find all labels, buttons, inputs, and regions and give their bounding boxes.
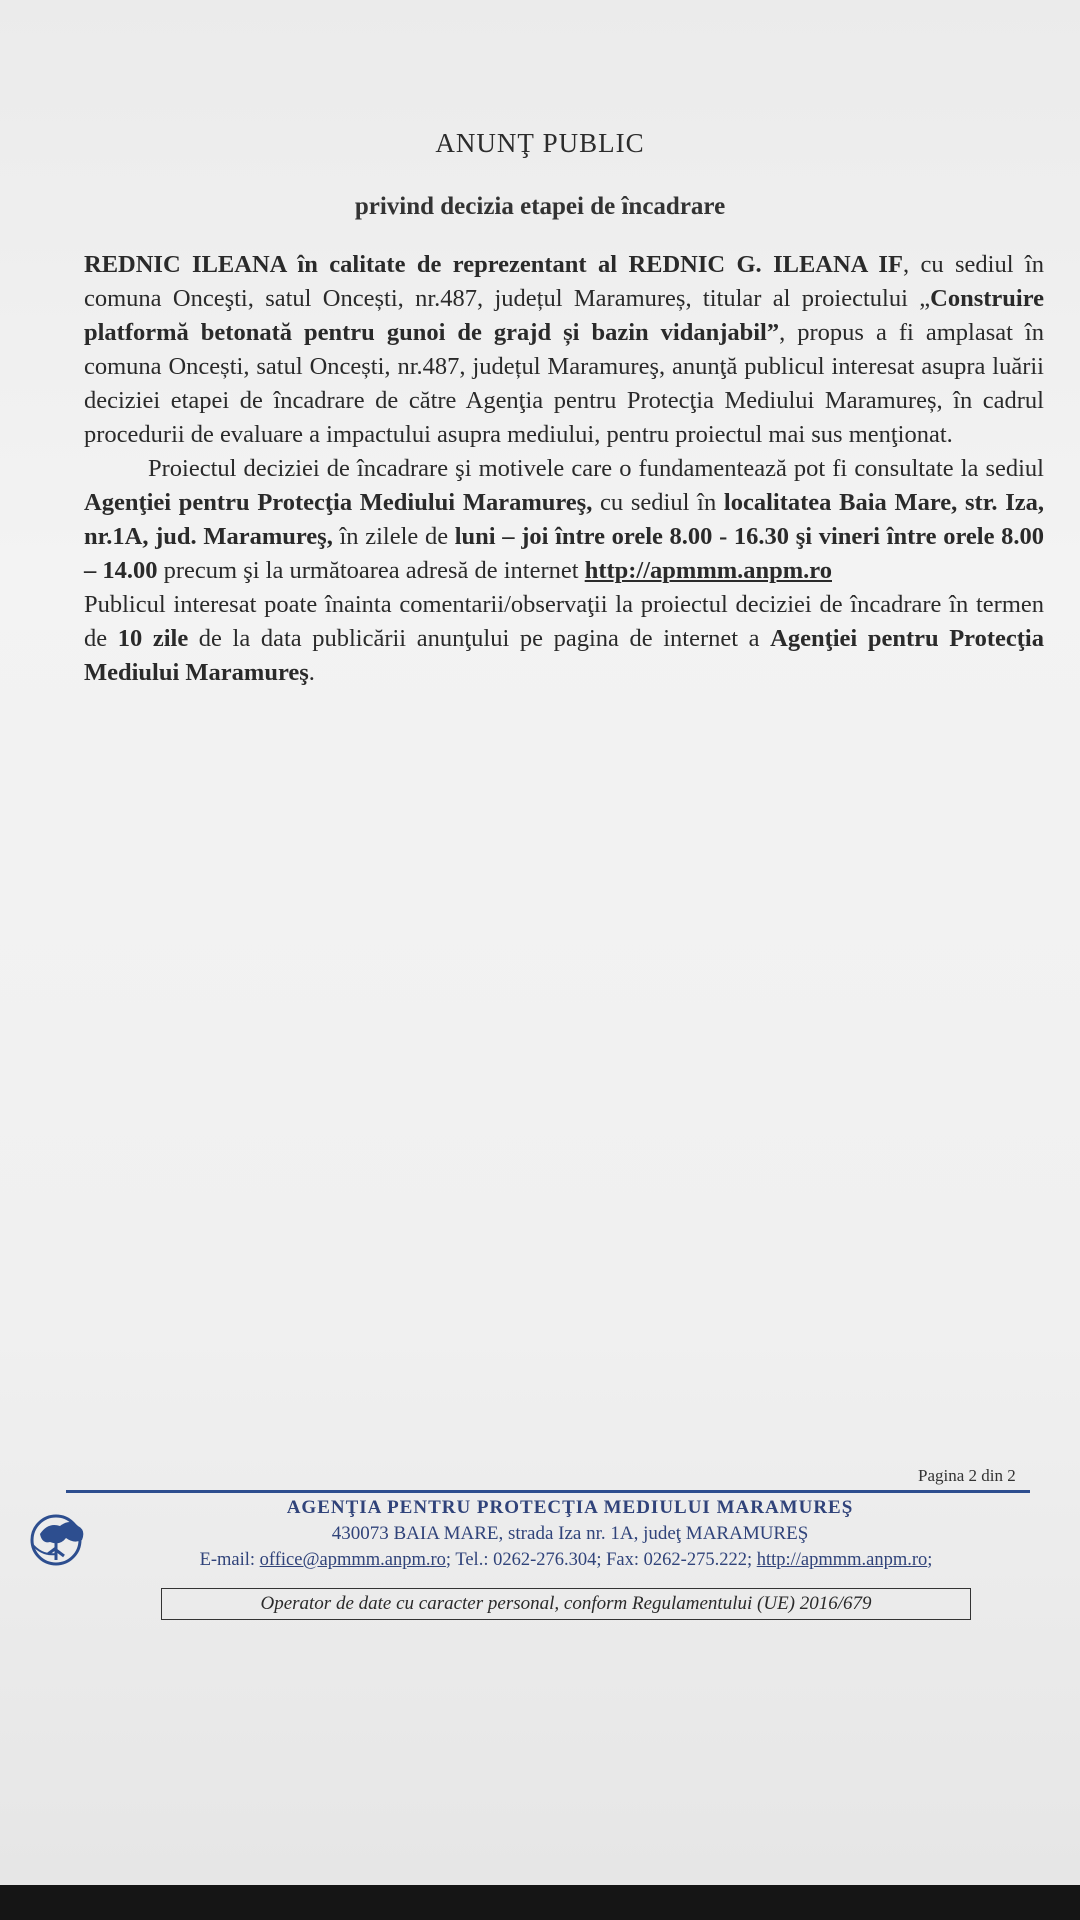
paragraph-3-text-c: . <box>308 659 315 686</box>
paragraph-3-text-b: de la data publicării anunţului pe pagina de internet a <box>188 625 771 652</box>
representative-name: REDNIC ILEANA <box>84 251 287 278</box>
announcement-body <box>84 248 1044 690</box>
data-operator-note: Operator de date cu caracter personal, conform Regulamentului (UE) 2016/679 <box>161 1588 971 1620</box>
paragraph-3-text-a: Publicul interesat poate înainta comentarii/observaţii la proiectul deciziei de încadrare în termen de <box>84 591 1044 652</box>
footer-website-link[interactable]: http://apmmm.anpm.ro <box>756 1550 928 1570</box>
footer-phone-fax: ; Tel.: 0262-276.304; Fax: 0262-275.222; <box>445 1550 757 1570</box>
paragraph-1-text-c: , propus a fi amplasat în comuna Oncești, satul Oncești, nr.487, județul Maramureş, anunţă publicul interesat asupra luării deciziei etapei de încadrare de către Agenţia pentru Protecţia Mediului Maramureș, în cadrul procedurii de evaluare a impactului asupra mediului, pentru proiectul mai sus menţionat. <box>84 319 1044 448</box>
paragraph-2 <box>84 452 1044 588</box>
footer-contact <box>66 1550 1066 1571</box>
footer-email-label: E-mail: <box>199 1550 260 1570</box>
comment-term: 10 zile <box>117 625 189 652</box>
paragraph-2-text-c: în zilele de <box>332 523 455 550</box>
agency-reference-2: Agenţiei pentru Protecţia Mediului Maramureş <box>84 625 1044 686</box>
agency-website-link[interactable]: http://apmmm.anpm.ro <box>584 557 832 584</box>
paragraph-2-text-a: Proiectul deciziei de încadrare şi motivele care o fundamentează pot fi consultate la sediul <box>148 455 1044 482</box>
paragraph-1 <box>84 248 1044 452</box>
paragraph-1-text-b: , cu sediul în comuna Onceşti, satul Oncești, nr.487, județul Maramureș, titular al proiectului „ <box>84 251 1044 312</box>
footer-email-link[interactable]: office@apmmm.anpm.ro <box>259 1550 446 1570</box>
paragraph-2-text-d: precum şi la următoarea adresă de internet <box>157 557 585 584</box>
agency-reference: Agenţiei pentru Protecţia Mediului Maramureş, <box>84 489 593 516</box>
paragraph-1-text-a: în calitate de reprezentant al <box>286 251 629 278</box>
paragraph-2-text-b: cu sediul în <box>592 489 724 516</box>
footer-address: 430073 BAIA MARE, strada Iza nr. 1A, judeţ MARAMUREŞ <box>331 1523 809 1544</box>
paragraph-3 <box>84 588 1044 690</box>
document-title: ANUNŢ PUBLIC <box>435 128 645 158</box>
consultation-hours: luni – joi între orele 8.00 - 16.30 şi vineri între orele 8.00 – 14.00 <box>84 523 1044 584</box>
footer-website-suffix: ; <box>927 1550 933 1570</box>
agency-address: localitatea Baia Mare, str. Iza, nr.1A, jud. Maramureş, <box>84 489 1044 550</box>
company-name: REDNIC G. ILEANA IF <box>628 251 903 278</box>
page-number: Pagina 2 din 2 <box>918 1466 1016 1485</box>
project-name: Construire platformă betonată pentru gunoi de grajd și bazin vidanjabil” <box>84 285 1044 346</box>
document-subtitle: privind decizia etapei de încadrare <box>354 193 726 220</box>
background-surface <box>0 1885 1080 1920</box>
footer-divider <box>66 1490 1030 1493</box>
footer-agency-name: AGENŢIA PENTRU PROTECŢIA MEDIULUI MARAMUREŞ <box>286 1497 854 1518</box>
